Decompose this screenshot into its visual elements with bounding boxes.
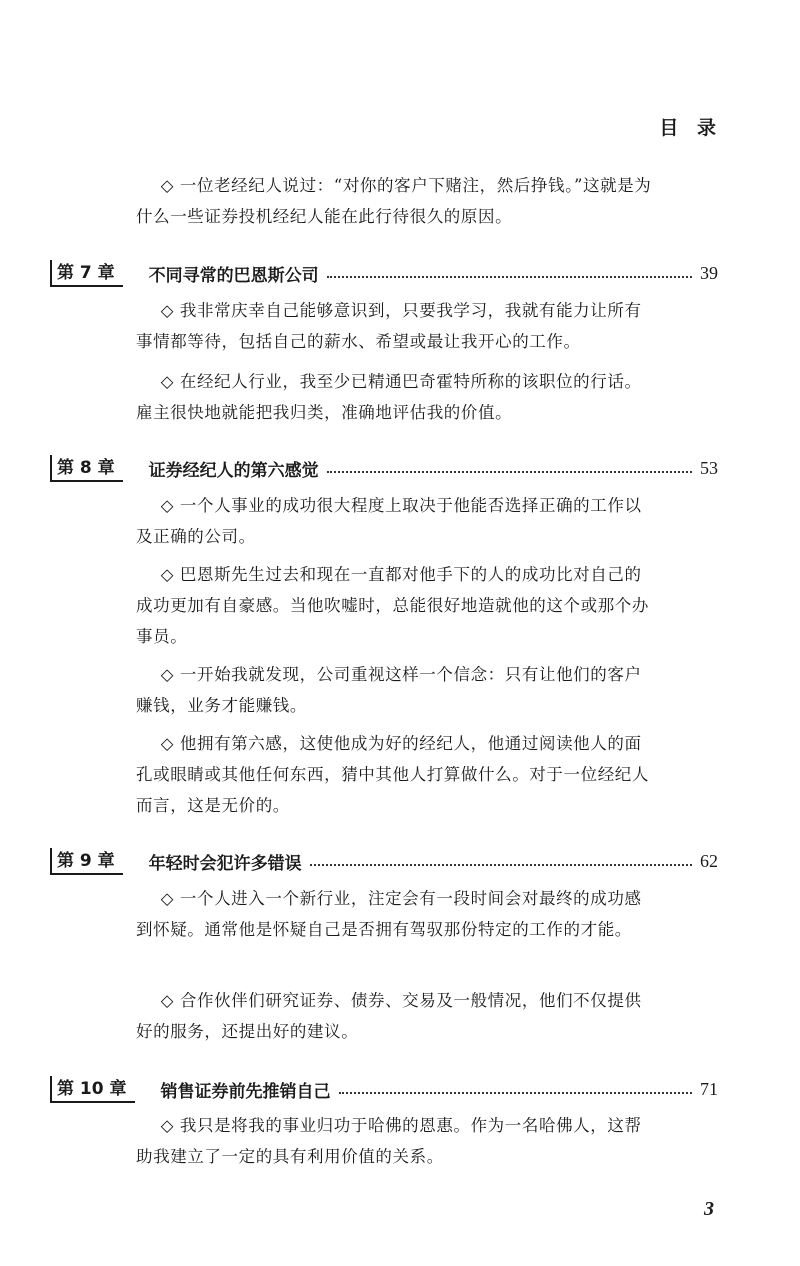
chapter-quote: ◇ 我只是将我的事业归功于哈佛的恩惠。作为一名哈佛人，这帮助我建立了一定的具有利用价值的关系。 [136,1116,642,1166]
chapter-page-number: 62 [700,850,718,871]
chapter-quote: ◇ 在经纪人行业，我至少已精通巴奇霍特所称的该职位的行话。雇主很快地就能把我归类，准确地评估我的价值。 [136,372,642,422]
dot-leader [339,1092,693,1094]
chapter-quote: ◇ 巴恩斯先生过去和现在一直都对他手下的人的成功比对自己的成功更加有自豪感。当他吹嘘时，总能很好地造就他的这个或那个办事员。 [136,565,649,646]
dot-leader [327,276,692,278]
chapter-quote: ◇ 一个人进入一个新行业，注定会有一段时间会对最终的成功感到怀疑。通常他是怀疑自己是否拥有驾驭那份特定的工作的才能。 [136,889,642,939]
intro-paragraph: ◇ 一位老经纪人说过：“对你的客户下赌注，然后挣钱。”这就是为什么一些证券投机经纪人能在此行待很久的原因。 [136,176,652,226]
toc-entry-chapter-9[interactable] [50,847,718,875]
chapter-number: 第 10 章 [50,1076,135,1103]
page-header-title: 目 录 [659,117,722,139]
dot-leader [310,864,692,866]
toc-entry-chapter-10[interactable] [50,1075,718,1103]
chapter-title: 不同寻常的巴恩斯公司 [148,265,319,286]
chapter-quote: ◇ 一个人事业的成功很大程度上取决于他能否选择正确的工作以及正确的公司。 [136,496,642,546]
chapter-page-number: 53 [700,457,718,478]
toc-entry-chapter-8[interactable] [50,454,718,482]
chapter-number: 第 7 章 [50,260,123,287]
chapter-page-number: 71 [700,1078,718,1099]
chapter-number: 第 9 章 [50,848,123,875]
toc-entry-chapter-7[interactable] [50,259,718,287]
chapter-quote: ◇ 一开始我就发现，公司重视这样一个信念：只有让他们的客户赚钱，业务才能赚钱。 [136,665,642,715]
chapter-number: 第 8 章 [50,455,123,482]
page-number: 3 [704,1198,714,1220]
chapter-quote: ◇ 合作伙伴们研究证券、债券、交易及一般情况，他们不仅提供好的服务，还提出好的建议。 [136,991,642,1041]
chapter-page-number: 39 [700,262,718,283]
chapter-title: 证券经纪人的第六感觉 [148,460,319,481]
dot-leader [327,471,692,473]
chapter-title: 年轻时会犯许多错误 [148,853,302,874]
chapter-title: 销售证券前先推销自己 [160,1081,331,1102]
chapter-quote: ◇ 我非常庆幸自己能够意识到，只要我学习，我就有能力让所有事情都等待，包括自己的薪水、希望或最让我开心的工作。 [136,301,642,351]
chapter-quote: ◇ 他拥有第六感，这使他成为好的经纪人，他通过阅读他人的面孔或眼睛或其他任何东西，猜中其他人打算做什么。对于一位经纪人而言，这是无价的。 [136,734,649,815]
